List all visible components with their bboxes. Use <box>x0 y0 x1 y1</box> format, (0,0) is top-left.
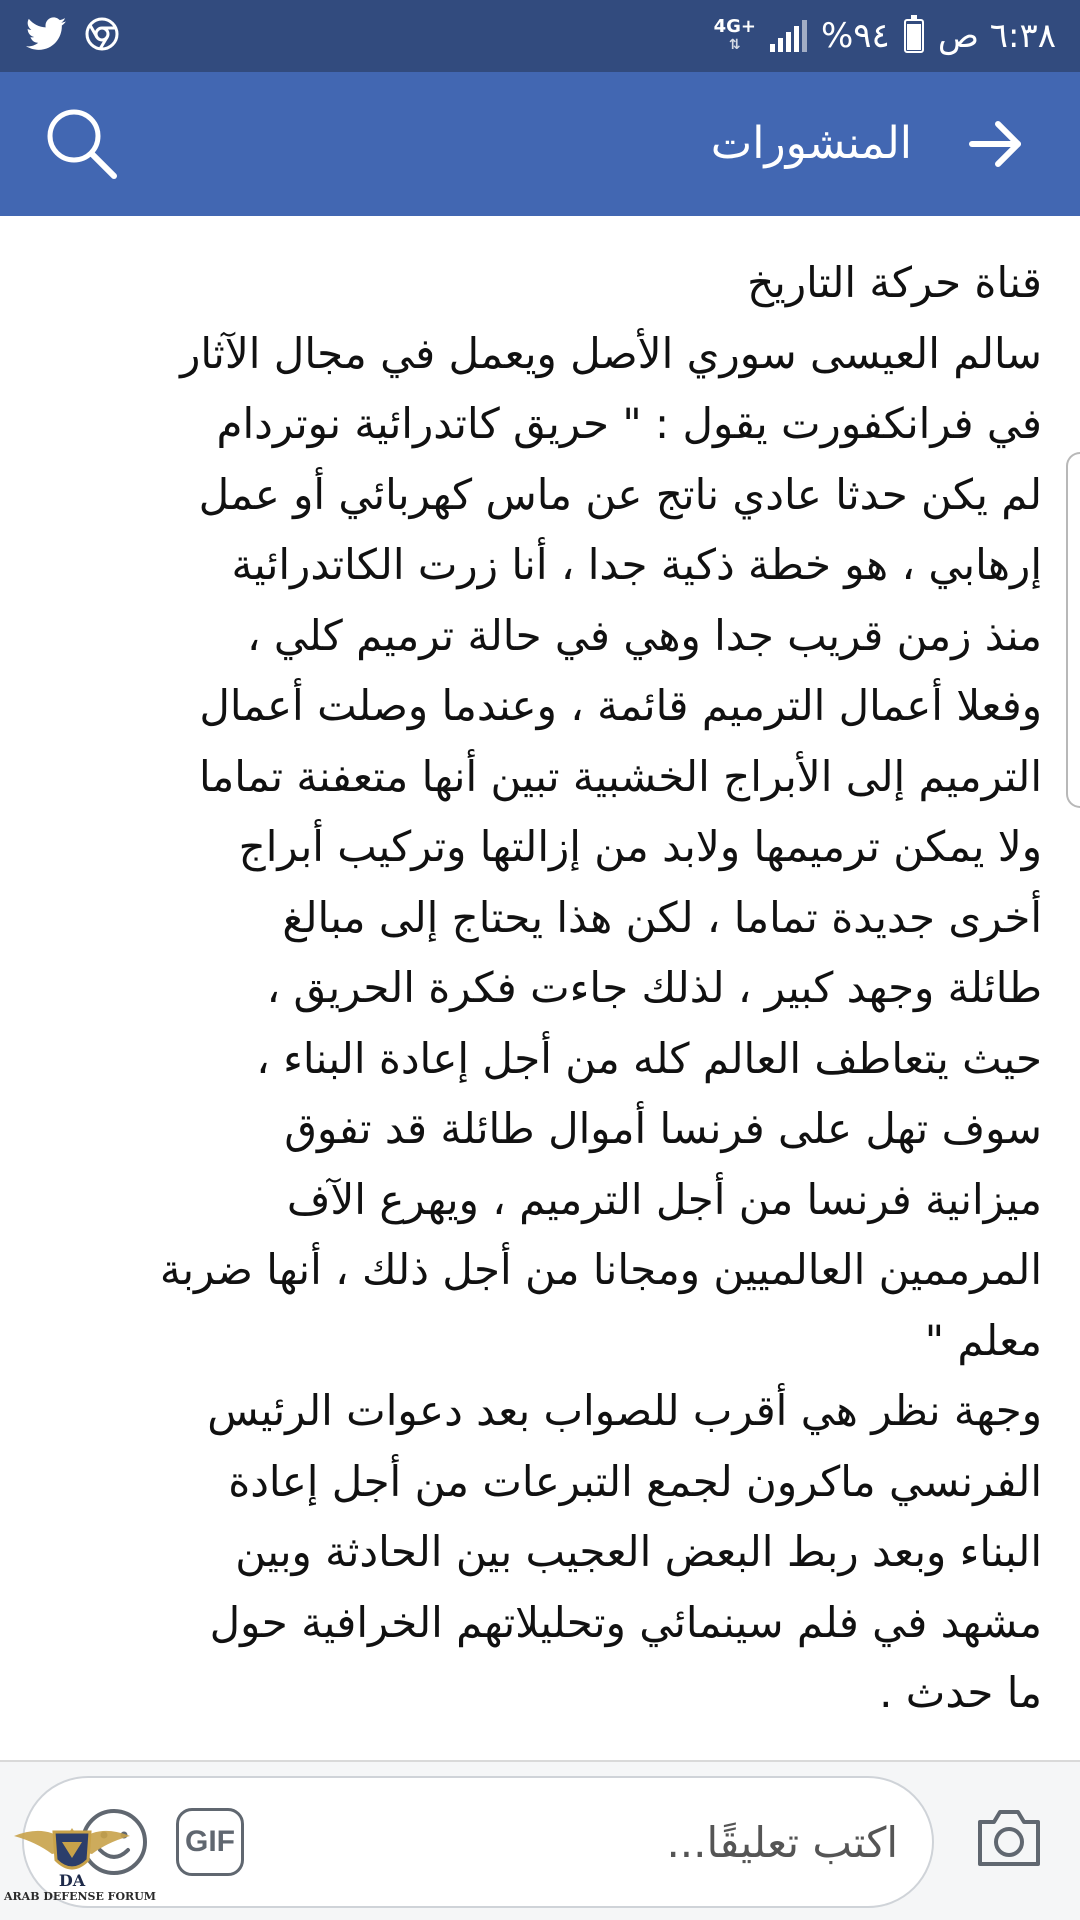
network-arrows: ⇅ <box>728 37 741 53</box>
forum-watermark <box>4 1814 156 1918</box>
post-line: وفعلا أعمال الترميم قائمة ، وعندما وصلت أعمال <box>199 681 1042 730</box>
arrow-right-icon <box>966 116 1026 172</box>
watermark-label: ARAB DEFENSE FORUM <box>4 1890 156 1903</box>
signal-icon <box>770 20 807 52</box>
camera-button[interactable] <box>974 1806 1044 1870</box>
post-line: سالم العيسى سوري الأصل ويعمل في مجال الآثار <box>180 328 1042 378</box>
post-line: ما حدث . <box>879 1668 1042 1717</box>
status-bar <box>0 0 1080 72</box>
comment-placeholder: اكتب تعليقًا... <box>666 1818 898 1867</box>
post-line: البناء وبعد ربط البعض العجيب بين الحادثة وبين <box>235 1527 1042 1576</box>
post-line: وجهة نظر هي أقرب للصواب بعد دعوات الرئيس <box>207 1386 1042 1435</box>
post-line: معلم " <box>924 1315 1042 1365</box>
post-line: ولا يمكن ترميمها ولابد من إزالتها وتركيب أبراج <box>238 822 1042 871</box>
post-line: حيث يتعاطف العالم كله من أجل إعادة البناء ، <box>256 1033 1042 1083</box>
chrome-icon <box>84 16 120 56</box>
post-line: لم يكن حدثا عادي ناتج عن ماس كهربائي أو عمل <box>198 469 1042 519</box>
comment-input[interactable] <box>22 1776 934 1908</box>
page-title: المنشورات <box>710 118 912 169</box>
battery-percent: %٩٤ <box>820 16 890 56</box>
post-line: مشهد في فلم سينمائي وتحليلاتهم الخرافية حول <box>209 1597 1042 1647</box>
search-button[interactable] <box>42 104 124 186</box>
post-line: منذ زمن قريب جدا وهي في حالة ترميم كلي ، <box>246 610 1042 660</box>
post-line: قناة حركة التاريخ <box>747 258 1042 307</box>
back-button[interactable] <box>966 116 1026 172</box>
post-body <box>30 248 1042 1729</box>
scroll-handle[interactable] <box>1066 452 1080 808</box>
system-status <box>714 10 1056 62</box>
network-type: 4G+ <box>713 16 756 37</box>
camera-icon <box>974 1806 1044 1870</box>
post-line: أخرى جديدة تماما ، لكن هذا يحتاج إلى مبالغ <box>282 892 1042 942</box>
post-line: الفرنسي ماكرون لجمع التبرعات من أجل إعادة <box>228 1456 1042 1506</box>
battery-icon <box>904 19 924 53</box>
comment-bar <box>0 1762 1080 1920</box>
post-line: الترميم إلى الأبراج الخشبية تبين أنها متعفنة تماما <box>199 751 1042 801</box>
post-line: سوف تهل على فرنسا أموال طائلة قد تفوق <box>284 1104 1042 1153</box>
svg-text:DA: DA <box>58 1871 86 1890</box>
search-icon <box>42 104 124 186</box>
network-indicator <box>714 18 756 54</box>
clock: ٦:٣٨ ص <box>937 16 1056 56</box>
twitter-icon <box>26 17 66 55</box>
post-line: إرهابي ، هو خطة ذكية جدا ، أنا زرت الكاتدرائية <box>231 540 1042 589</box>
post-line: في فرانكفورت يقول : " حريق كاتدرائية نوتردام <box>216 399 1042 448</box>
gif-button[interactable]: GIF <box>176 1808 244 1876</box>
shield-logo-icon <box>4 1814 140 1894</box>
post-line: المرممين العالميين ومجانا من أجل ذلك ، أنها ضربة <box>159 1245 1042 1294</box>
post-line: ميزانية فرنسا من أجل الترميم ، ويهرع الآف <box>286 1174 1042 1224</box>
app-header <box>0 72 1080 216</box>
post-line: طائلة وجهد كبير ، لذلك جاءت فكرة الحريق ، <box>266 963 1042 1012</box>
notification-icons <box>26 12 120 60</box>
